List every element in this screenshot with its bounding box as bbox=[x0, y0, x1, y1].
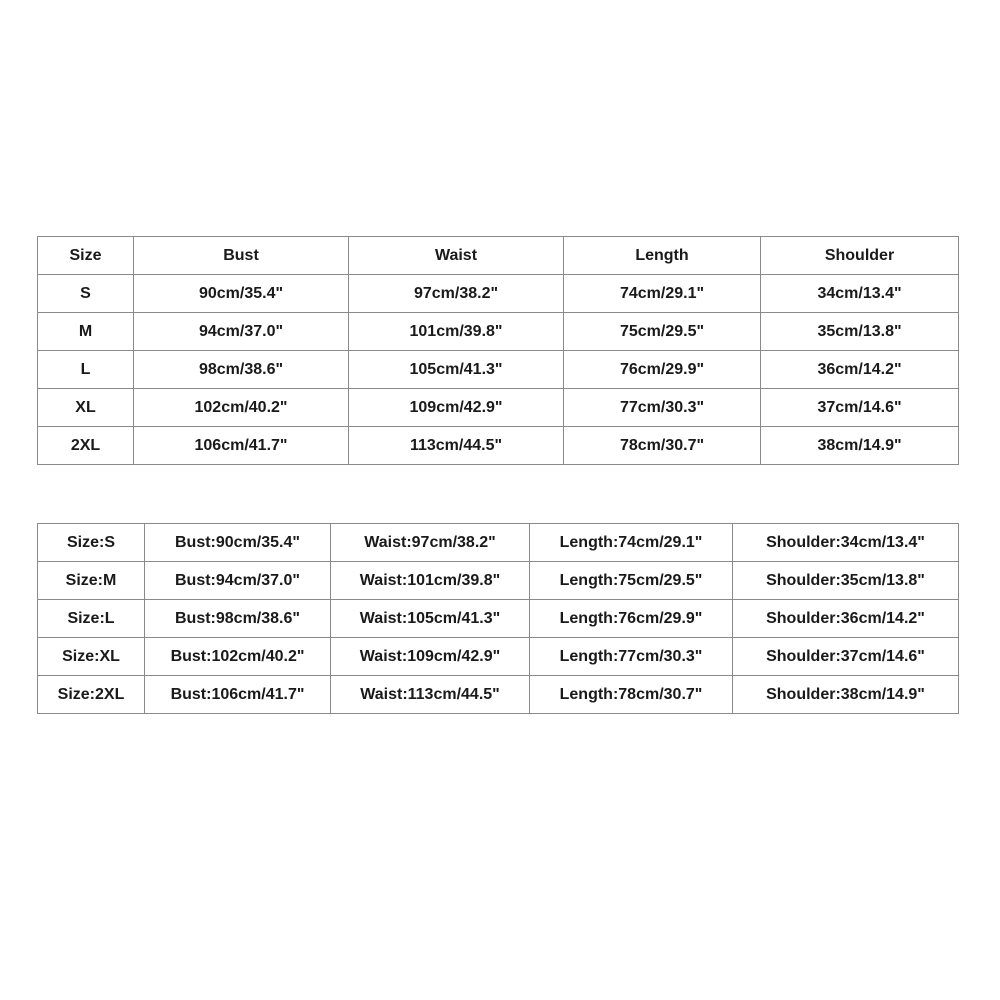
cell-waist: 97cm/38.2" bbox=[349, 275, 564, 313]
table-row bbox=[38, 427, 959, 465]
header-bust: Bust bbox=[134, 237, 349, 275]
table-row bbox=[38, 638, 959, 676]
cell-shoulder: Shoulder:34cm/13.4" bbox=[733, 524, 959, 562]
cell-waist: Waist:101cm/39.8" bbox=[331, 562, 530, 600]
size-chart-table-headed bbox=[37, 236, 959, 465]
cell-waist: 109cm/42.9" bbox=[349, 389, 564, 427]
cell-shoulder: Shoulder:37cm/14.6" bbox=[733, 638, 959, 676]
cell-length: 76cm/29.9" bbox=[564, 351, 761, 389]
cell-bust: Bust:90cm/35.4" bbox=[145, 524, 331, 562]
cell-bust: Bust:106cm/41.7" bbox=[145, 676, 331, 714]
cell-length: Length:77cm/30.3" bbox=[530, 638, 733, 676]
cell-bust: 106cm/41.7" bbox=[134, 427, 349, 465]
table-row bbox=[38, 562, 959, 600]
cell-size: XL bbox=[38, 389, 134, 427]
cell-shoulder: Shoulder:38cm/14.9" bbox=[733, 676, 959, 714]
cell-waist: Waist:97cm/38.2" bbox=[331, 524, 530, 562]
cell-bust: 98cm/38.6" bbox=[134, 351, 349, 389]
table-row bbox=[38, 676, 959, 714]
cell-bust: Bust:98cm/38.6" bbox=[145, 600, 331, 638]
cell-waist: Waist:109cm/42.9" bbox=[331, 638, 530, 676]
cell-size: Size:M bbox=[38, 562, 145, 600]
cell-shoulder: 37cm/14.6" bbox=[761, 389, 959, 427]
cell-size: S bbox=[38, 275, 134, 313]
size-chart-table-labeled bbox=[37, 523, 959, 714]
header-size: Size bbox=[38, 237, 134, 275]
cell-size: Size:XL bbox=[38, 638, 145, 676]
table-row bbox=[38, 389, 959, 427]
cell-waist: Waist:105cm/41.3" bbox=[331, 600, 530, 638]
cell-length: Length:78cm/30.7" bbox=[530, 676, 733, 714]
cell-shoulder: 38cm/14.9" bbox=[761, 427, 959, 465]
cell-shoulder: Shoulder:35cm/13.8" bbox=[733, 562, 959, 600]
cell-length: Length:74cm/29.1" bbox=[530, 524, 733, 562]
cell-shoulder: 36cm/14.2" bbox=[761, 351, 959, 389]
cell-length: 75cm/29.5" bbox=[564, 313, 761, 351]
header-length: Length bbox=[564, 237, 761, 275]
cell-size: Size:L bbox=[38, 600, 145, 638]
table-row bbox=[38, 524, 959, 562]
cell-waist: 113cm/44.5" bbox=[349, 427, 564, 465]
header-waist: Waist bbox=[349, 237, 564, 275]
cell-bust: 90cm/35.4" bbox=[134, 275, 349, 313]
cell-size: Size:S bbox=[38, 524, 145, 562]
cell-length: 77cm/30.3" bbox=[564, 389, 761, 427]
header-shoulder: Shoulder bbox=[761, 237, 959, 275]
cell-size: 2XL bbox=[38, 427, 134, 465]
cell-bust: Bust:102cm/40.2" bbox=[145, 638, 331, 676]
cell-length: 78cm/30.7" bbox=[564, 427, 761, 465]
cell-bust: 102cm/40.2" bbox=[134, 389, 349, 427]
table-header-row bbox=[38, 237, 959, 275]
cell-length: 74cm/29.1" bbox=[564, 275, 761, 313]
cell-length: Length:75cm/29.5" bbox=[530, 562, 733, 600]
cell-bust: 94cm/37.0" bbox=[134, 313, 349, 351]
cell-waist: 101cm/39.8" bbox=[349, 313, 564, 351]
table-row bbox=[38, 600, 959, 638]
cell-shoulder: 34cm/13.4" bbox=[761, 275, 959, 313]
cell-size: L bbox=[38, 351, 134, 389]
cell-size: Size:2XL bbox=[38, 676, 145, 714]
cell-waist: 105cm/41.3" bbox=[349, 351, 564, 389]
table-row bbox=[38, 313, 959, 351]
table-row bbox=[38, 275, 959, 313]
cell-waist: Waist:113cm/44.5" bbox=[331, 676, 530, 714]
cell-size: M bbox=[38, 313, 134, 351]
cell-length: Length:76cm/29.9" bbox=[530, 600, 733, 638]
cell-shoulder: 35cm/13.8" bbox=[761, 313, 959, 351]
table-row bbox=[38, 351, 959, 389]
cell-bust: Bust:94cm/37.0" bbox=[145, 562, 331, 600]
cell-shoulder: Shoulder:36cm/14.2" bbox=[733, 600, 959, 638]
